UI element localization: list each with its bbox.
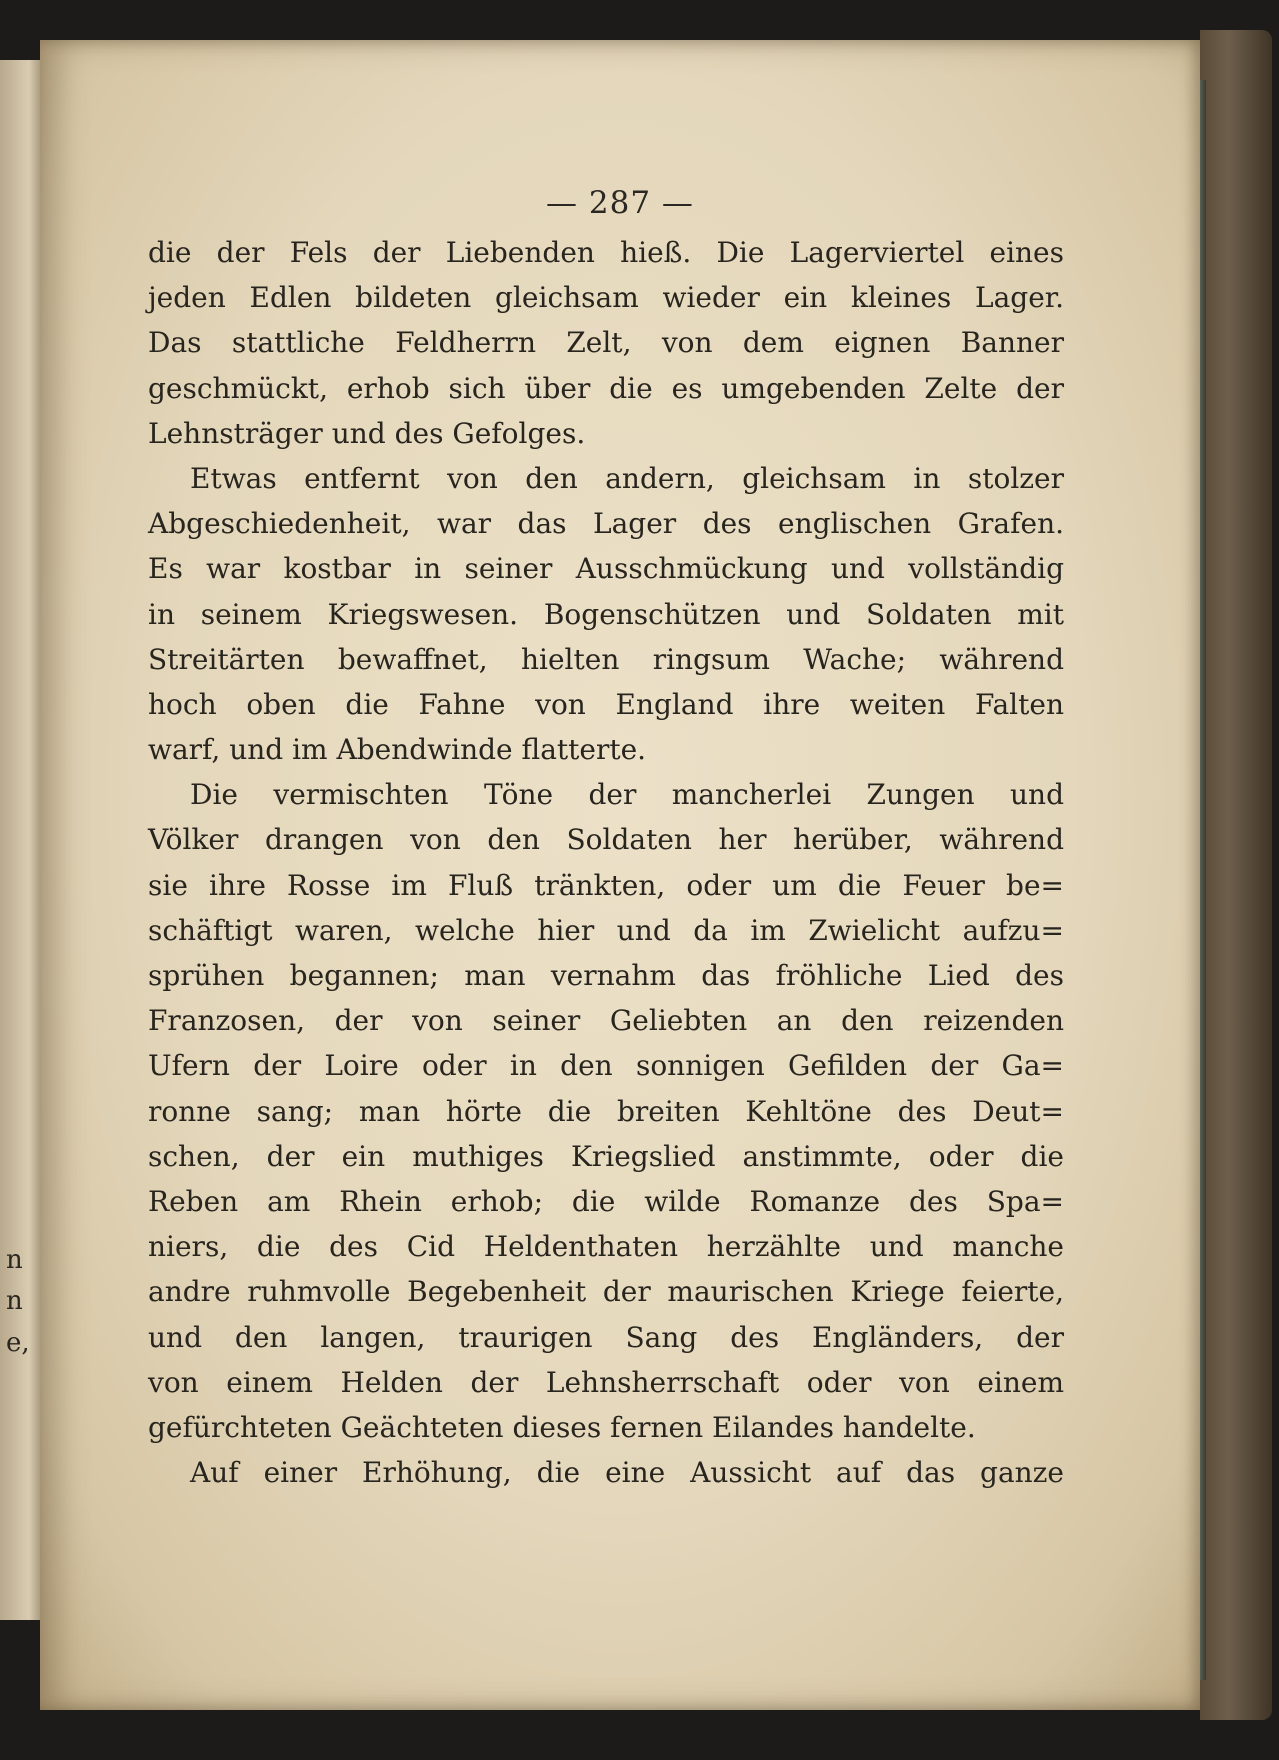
text-line: Es war kostbar in seiner Ausschmückung und vollständig: [148, 552, 1064, 586]
text-line: Auf einer Erhöhung, die eine Aussicht auf das ganze: [190, 1456, 1064, 1490]
text-line: Lehnsträger und des Gefolges.: [148, 416, 586, 450]
facing-page-fragment: n: [6, 1286, 23, 1316]
text-line: Die vermischten Töne der mancherlei Zungen und: [190, 778, 1064, 812]
text-line: in seinem Kriegswesen. Bogenschützen und Soldaten mit: [148, 597, 1064, 631]
text-line: schen, der ein muthiges Kriegslied anstimmte, oder die: [148, 1139, 1064, 1173]
text-line: hoch oben die Fahne von England ihre weiten Falten: [148, 687, 1064, 721]
text-line: andre ruhmvolle Begebenheit der maurischen Kriege feierte,: [148, 1275, 1064, 1309]
facing-page-fragment: e,: [6, 1328, 30, 1358]
text-line: Ufern der Loire oder in den sonnigen Gefilden der Ga=: [148, 1049, 1064, 1083]
text-line: jeden Edlen bildeten gleichsam wieder ein kleines Lager.: [148, 281, 1064, 315]
text-line: schäftigt waren, welche hier und da im Zwielicht aufzu=: [148, 913, 1064, 947]
text-line: Reben am Rhein erhob; die wilde Romanze des Spa=: [148, 1184, 1064, 1218]
text-line: Das stattliche Feldherrn Zelt, von dem eignen Banner: [148, 326, 1064, 360]
text-line: von einem Helden der Lehnsherrschaft oder von einem: [148, 1365, 1064, 1399]
book-page: [40, 40, 1200, 1710]
text-line: Etwas entfernt von den andern, gleichsam in stolzer: [190, 461, 1064, 495]
text-line: Völker drangen von den Soldaten her herüber, während: [148, 823, 1064, 857]
text-line: gefürchteten Geächteten dieses fernen Eilandes handelte.: [148, 1410, 976, 1444]
facing-page-fragment: n: [6, 1245, 23, 1275]
text-line: Franzosen, der von seiner Geliebten an den reizenden: [148, 1004, 1064, 1038]
page-text-block: [148, 230, 1064, 1495]
text-line: sie ihre Rosse im Fluß tränkten, oder um die Feuer be=: [148, 868, 1064, 902]
text-line: und den langen, traurigen Sang des Engländers, der: [148, 1320, 1064, 1354]
text-line: sprühen begannen; man vernahm das fröhliche Lied des: [148, 959, 1064, 992]
text-line: warf, und im Abendwinde flatterte.: [148, 733, 647, 767]
text-line: die der Fels der Liebenden hieß. Die Lagerviertel eines: [148, 236, 1064, 269]
text-line: Abgeschiedenheit, war das Lager des englischen Grafen.: [148, 507, 1064, 541]
text-line: ronne sang; man hörte die breiten Kehltöne des Deut=: [148, 1094, 1064, 1128]
book-cover-edge: [1200, 30, 1272, 1720]
text-line: geschmückt, erhob sich über die es umgebenden Zelte der: [148, 371, 1064, 405]
text-line: niers, die des Cid Heldenthaten herzählte und manche: [148, 1230, 1064, 1264]
page-number: — 287 —: [546, 185, 694, 221]
text-line: Streitärten bewaffnet, hielten ringsum Wache; während: [148, 642, 1064, 676]
